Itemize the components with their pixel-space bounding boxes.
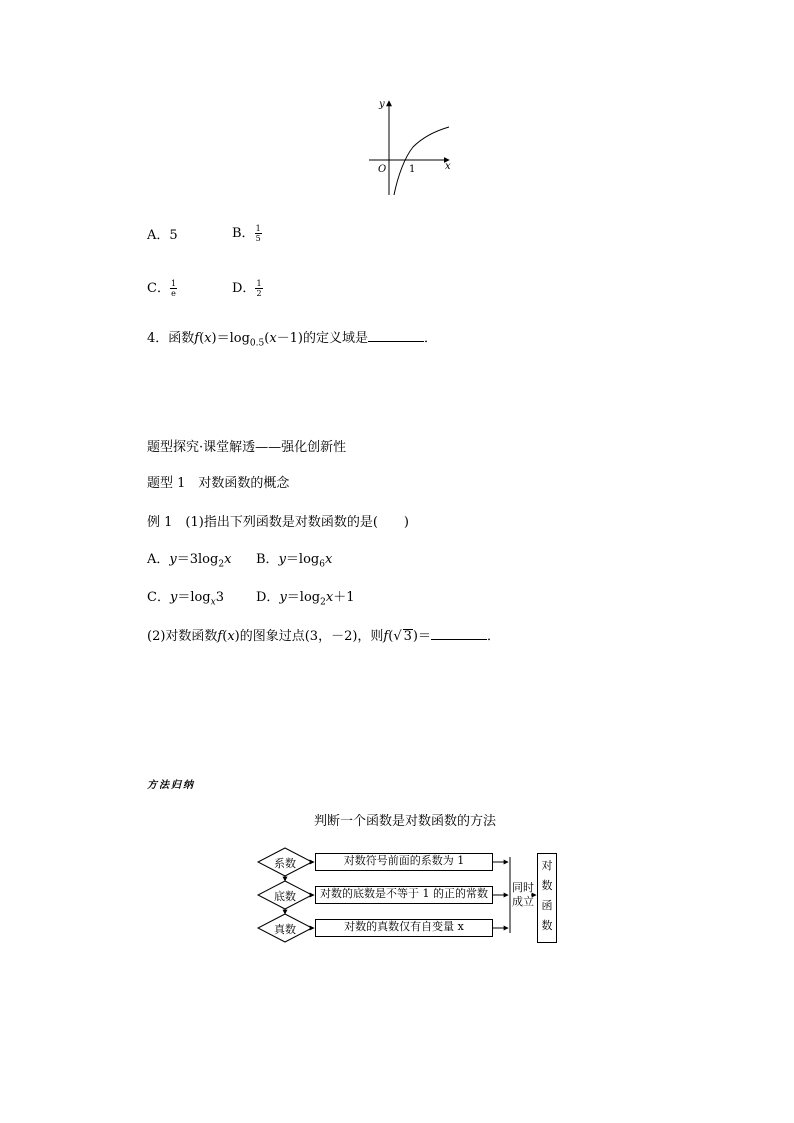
- log-curve: [394, 127, 449, 195]
- ex1-option-d: D．$y=\log_2x+1$: [256, 590, 355, 608]
- example1-part1: 例 1 (1)指出下列函数是对数函数的是( ): [147, 515, 409, 530]
- result-box: 对 数 函 数: [537, 853, 557, 943]
- fraction: $\frac{1}{e}$: [170, 279, 177, 298]
- rule-box-argument: 对数的真数仅有自变量 x: [315, 919, 493, 937]
- fraction: $\frac{1}{2}$: [256, 279, 262, 298]
- fraction: $\frac{1}{5}$: [255, 224, 261, 243]
- log-graph: [365, 95, 460, 197]
- flow-title: 判断一个函数是对数函数的方法: [314, 814, 497, 829]
- type1-title: 题型 1 对数函数的概念: [147, 476, 290, 491]
- answer-blank: [368, 329, 424, 342]
- rule-box-base: 对数的底数是不等于 1 的正的常数: [315, 886, 493, 904]
- diamond-label-base: 底数: [274, 890, 296, 903]
- rule-box-coefficient: 对数符号前面的系数为 1: [315, 853, 493, 871]
- option-c: C． $\frac{1}{e}$: [147, 279, 177, 298]
- section-title: 题型探究·课堂解透——强化创新性: [147, 440, 347, 455]
- tick-label-1: 1: [409, 164, 416, 175]
- diamond-label-coefficient: 系数: [274, 857, 296, 870]
- ex1-option-b: B．$y=\log_6x$: [256, 552, 333, 570]
- sqrt-symbol: √: [393, 629, 402, 644]
- diamond-label-argument: 真数: [274, 923, 296, 936]
- ex1-option-a: A．$y=3\log_2x$: [147, 552, 232, 570]
- ex1-option-c: C．$y=\log_x3$: [147, 590, 224, 608]
- option-b: B． $\frac{1}{5}$: [232, 224, 261, 243]
- example1-part2: (2)对数函数f(x)的图象过点(3，－2)，则f(√ 3)＝ ．: [147, 629, 500, 644]
- question-4: 4．函数$f(x)=\log_{0.5}(x-1)$的定义域是 ．: [147, 331, 438, 349]
- option-d: D． $\frac{1}{2}$: [232, 279, 262, 298]
- method-label: 方法归纳: [147, 780, 195, 791]
- origin-label: O: [378, 164, 387, 175]
- answer-blank: [431, 627, 487, 640]
- y-axis-label: y: [379, 99, 385, 110]
- x-axis-label: x: [445, 161, 451, 172]
- join-label: 同时 成立: [512, 881, 534, 908]
- option-a: A．5: [147, 228, 178, 243]
